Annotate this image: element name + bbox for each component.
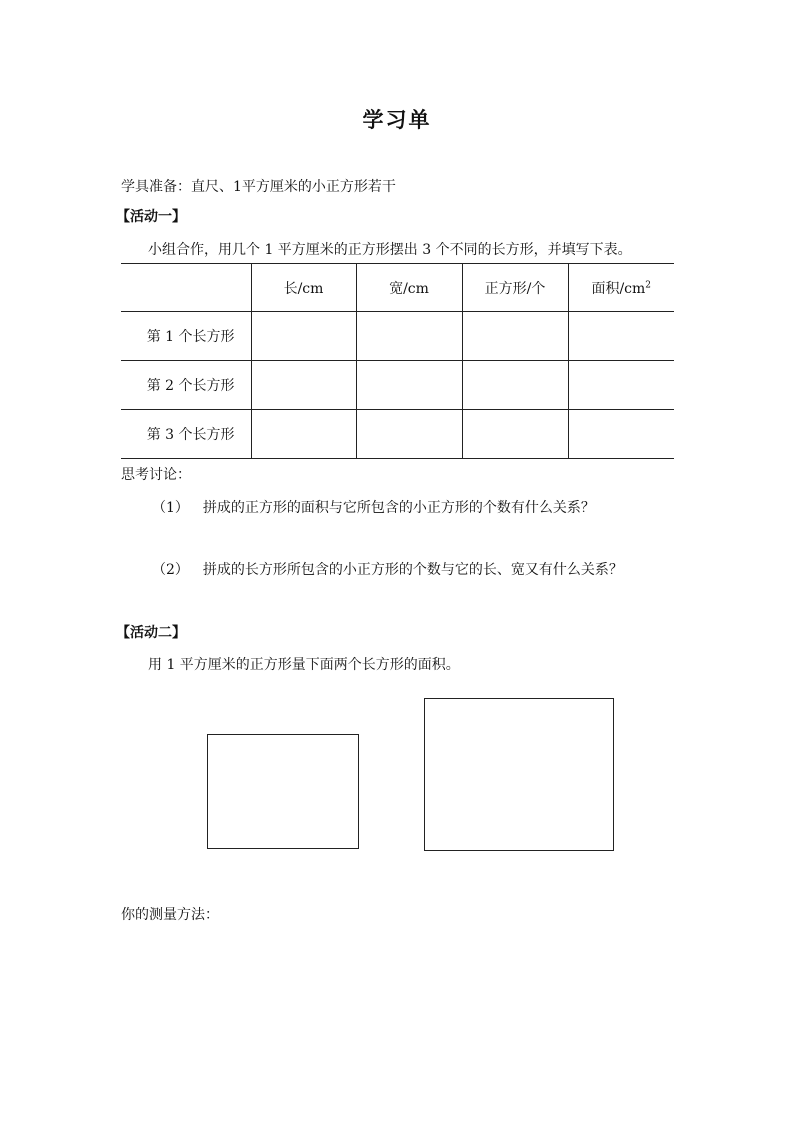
table-cell-area[interactable]: [568, 312, 674, 361]
table-header-row: [121, 264, 674, 312]
table-cell-length[interactable]: [251, 410, 356, 459]
question-text: 拼成的长方形所包含的小正方形的个数与它的长、宽又有什么关系？: [202, 562, 623, 578]
row-label: 第 1 个长方形: [121, 312, 251, 361]
table-cell-square-count[interactable]: [462, 361, 568, 410]
table-row: [121, 312, 674, 361]
area-header-superscript: 2: [645, 279, 652, 290]
table-cell-area[interactable]: [568, 361, 674, 410]
page-title: 学习单: [362, 107, 432, 132]
rectangle-large: [424, 698, 614, 851]
table-cell-length[interactable]: [251, 312, 356, 361]
table-cell-square-count[interactable]: [462, 410, 568, 459]
activity1-heading: 【活动一】: [116, 209, 186, 225]
question-1: [152, 497, 595, 517]
question-number: （1）: [152, 500, 189, 516]
table-header-empty: [121, 264, 251, 312]
question-2: [152, 559, 623, 579]
rectangle-small: [207, 734, 359, 849]
table-cell-width[interactable]: [356, 410, 462, 459]
row-label: 第 3 个长方形: [121, 410, 251, 459]
table-header-width: 宽/cm: [356, 264, 462, 312]
table-header-area: [568, 264, 674, 312]
table-cell-length[interactable]: [251, 361, 356, 410]
table-header-length: 长/cm: [251, 264, 356, 312]
question-number: （2）: [152, 562, 189, 578]
table-cell-width[interactable]: [356, 361, 462, 410]
table-row: [121, 361, 674, 410]
table-row: [121, 410, 674, 459]
rectangle-table: [121, 263, 674, 459]
table-header-square-count: 正方形/个: [462, 264, 568, 312]
method-label: 你的测量方法：: [121, 907, 219, 923]
discussion-label: 思考讨论：: [121, 467, 191, 483]
table-cell-square-count[interactable]: [462, 312, 568, 361]
row-label: 第 2 个长方形: [121, 361, 251, 410]
question-text: 拼成的正方形的面积与它所包含的小正方形的个数有什么关系？: [202, 500, 595, 516]
activity1-instruction: 小组合作，用几个 1 平方厘米的正方形摆出 3 个不同的长方形，并填写下表。: [148, 242, 632, 258]
table-cell-width[interactable]: [356, 312, 462, 361]
activity2-heading: 【活动二】: [116, 625, 186, 641]
activity2-instruction: 用 1 平方厘米的正方形量下面两个长方形的面积。: [148, 657, 460, 673]
preparation-text: 学具准备：直尺、1平方厘米的小正方形若干: [121, 179, 396, 195]
table-cell-area[interactable]: [568, 410, 674, 459]
area-header-text: 面积/cm: [591, 280, 646, 297]
